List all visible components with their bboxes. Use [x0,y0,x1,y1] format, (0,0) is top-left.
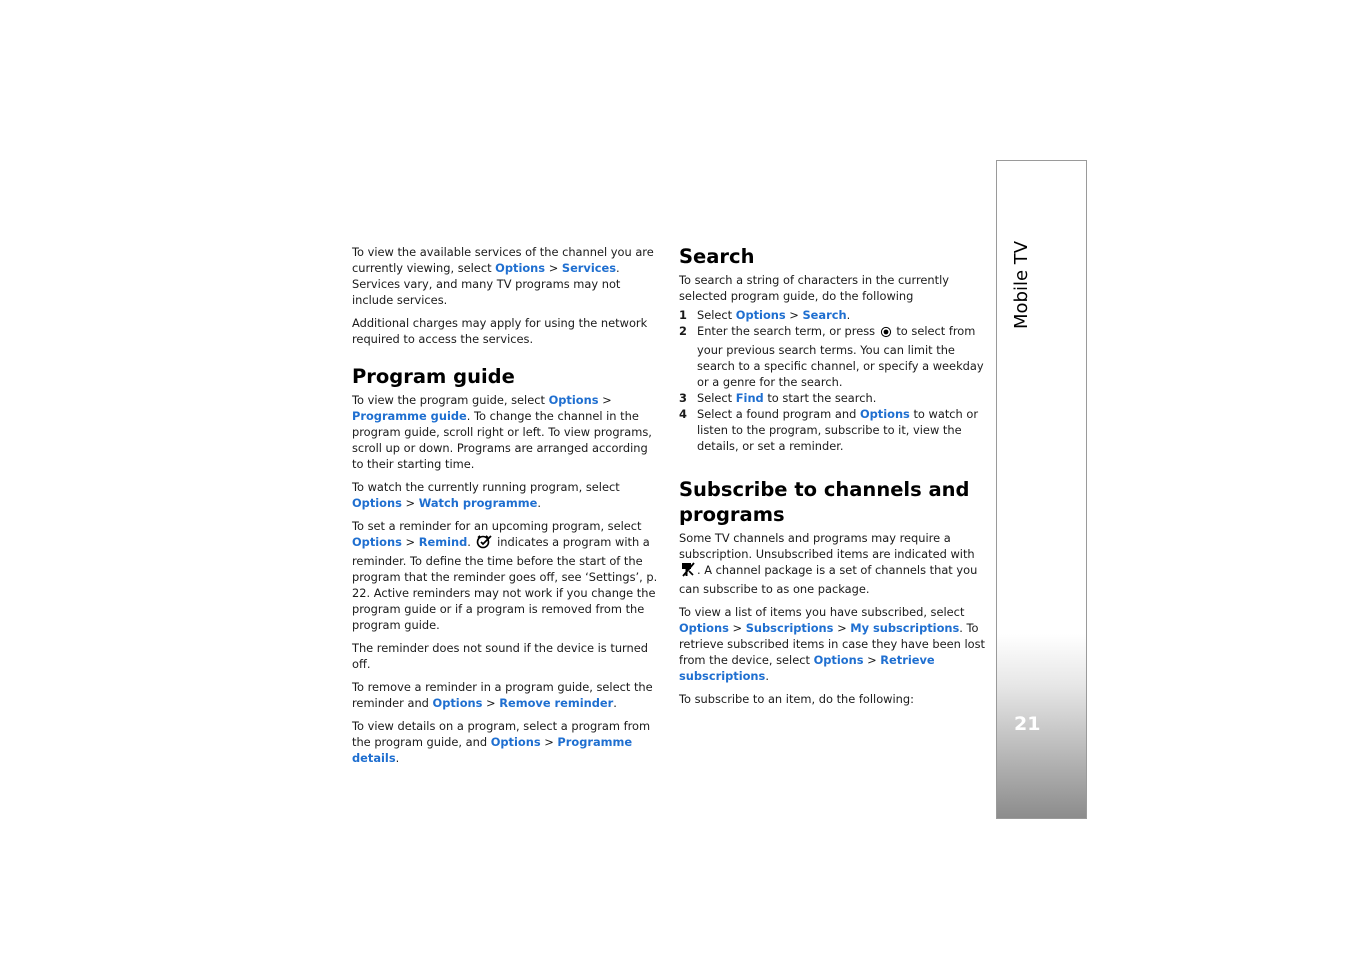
options-link[interactable]: Options [352,535,402,549]
reminder-paragraph: To set a reminder for an upcoming program, select Options > Remind. indicates a program with a reminder. To define the time before the start of the program that the reminder goes off, see ‘Settings’, p. 22. Active reminders may not work if you change the program guide or if a program is removed from the program guide. [352,519,658,632]
unsubscribed-icon [680,562,696,581]
step-number: 4 [679,407,687,421]
my-subscriptions-paragraph: To view a list of items you have subscribed, select Options > Subscriptions > My subscriptions. To retrieve subscribed items in case they have been lost from the device, select Options > Retrieve subscriptions. [679,605,985,683]
subscribe-heading: Subscribe to channels and programs [679,478,970,526]
chapter-title: Mobile TV [1011,240,1032,329]
program-guide-heading: Program guide [352,365,515,388]
programme-guide-link[interactable]: Programme guide [352,409,467,423]
subscriptions-link[interactable]: Subscriptions [745,621,834,635]
options-link[interactable]: Options [490,735,541,749]
options-link[interactable]: Options [432,696,483,710]
options-link[interactable]: Options [352,496,402,510]
scroll-key-icon [880,326,892,342]
my-subscriptions-link[interactable]: My subscriptions [850,621,960,635]
watch-programme-paragraph: To watch the currently running program, select Options > Watch programme. [352,480,620,510]
step-number: 1 [679,308,687,322]
list-item: 1 Select Options > Search. [679,308,851,322]
subscription-paragraph: Some TV channels and programs may require a subscription. Unsubscribed items are indicated with . A channel package is a set of channels that you can subscribe to as one package. [679,531,978,596]
step-number: 2 [679,324,687,338]
remove-reminder-link[interactable]: Remove reminder [499,696,614,710]
search-link[interactable]: Search [802,308,847,322]
list-item: 3 Select Find to start the search. [679,391,877,405]
search-heading: Search [679,245,755,268]
reminder-icon [476,534,493,553]
search-steps [679,307,987,454]
remove-reminder-paragraph: To remove a reminder in a program guide, select the reminder and Options > Remove reminder. [352,680,653,710]
reminder-off-paragraph: The reminder does not sound if the device is turned off. [352,641,648,671]
subscribe-item-paragraph: To subscribe to an item, do the following: [679,692,914,706]
options-link[interactable]: Options [679,621,729,635]
options-link[interactable]: Options [548,393,599,407]
programme-details-paragraph: To view details on a program, select a program from the program guide, and Options > Programme details. [352,719,651,765]
watch-programme-link[interactable]: Watch programme [418,496,538,510]
options-link[interactable]: Options [813,653,864,667]
step-number: 3 [679,391,687,405]
programme-details-link[interactable]: Programme details [352,735,633,765]
charges-paragraph: Additional charges may apply for using the network required to access the services. [352,316,648,346]
search-intro: To search a string of characters in the currently selected program guide, do the following [679,273,950,303]
options-link[interactable]: Options [859,407,910,421]
list-item: 2 Enter the search term, or press to select from your previous search terms. You can limit the search to a specific channel, or specify a weekday or a genre for the search. [679,324,984,389]
left-column [352,244,662,773]
options-link[interactable]: Options [495,261,546,275]
right-column [679,244,987,714]
services-paragraph: To view the available services of the channel you are currently viewing, select Options > Services. Services vary, and many TV programs may not include services. [352,245,654,307]
find-link[interactable]: Find [735,391,764,405]
services-link[interactable]: Services [561,261,617,275]
options-link[interactable]: Options [735,308,786,322]
list-item: 4 Select a found program and Options to watch or listen to the program, subscribe to it, view the details, or set a reminder. [679,407,979,453]
program-guide-paragraph: To view the program guide, select Options > Programme guide. To change the channel in the program guide, scroll right or left. To view programs, scroll up or down. Programs are arranged according to their starting time. [352,393,652,471]
remind-link[interactable]: Remind [418,535,468,549]
page-number: 21 [1014,713,1041,735]
retrieve-subscriptions-link[interactable]: Retrieve subscriptions [679,653,935,683]
chapter-tab [996,160,1087,819]
